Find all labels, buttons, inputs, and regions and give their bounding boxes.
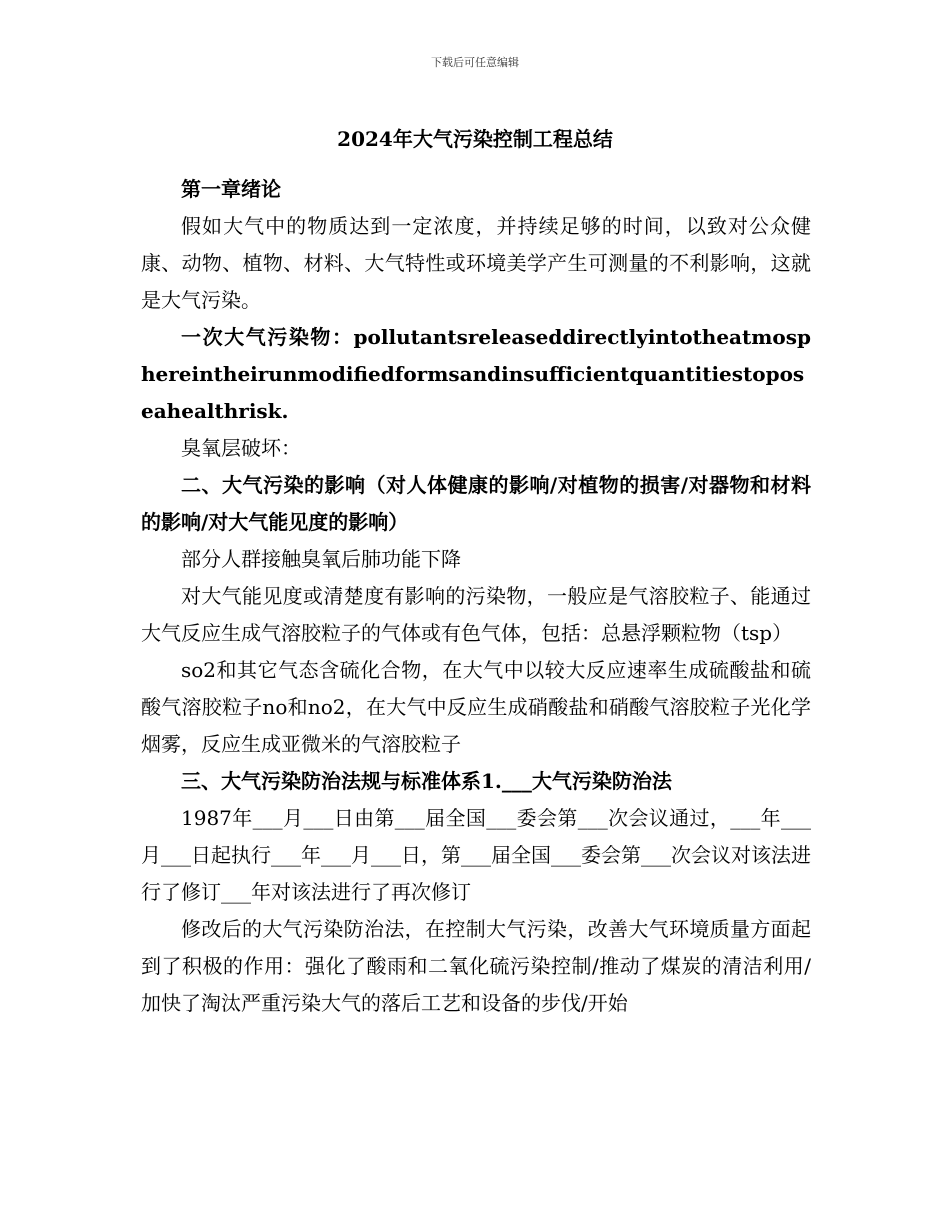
- paragraph-visibility: 对大气能见度或清楚度有影响的污染物，一般应是气溶胶粒子、能通过大气反应生成气溶胶粒子的气体或有色气体，包括：总悬浮颗粒物（tsp）: [141, 584, 811, 645]
- paragraph-definition: 假如大气中的物质达到一定浓度，并持续足够的时间，以致对公众健康、动物、植物、材料、大气特性或环境美学产生可测量的不利影响，这就是大气污染。: [141, 214, 811, 312]
- paragraph-law-effect: 修改后的大气污染防治法，在控制大气污染，改善大气环境质量方面起到了积极的作用：强化了酸雨和二氧化硫污染控制/推动了煤炭的清洁利用/加快了淘汰严重污染大气的落后工艺和设备的步伐/开始: [141, 917, 811, 1015]
- paragraph-ozone: 臭氧层破坏：: [181, 436, 301, 460]
- chapter-heading: 第一章绪论: [181, 177, 281, 201]
- paragraph-law-history: 1987年___月___日由第___届全国___委会第___次会议通过，___年___月___日起执行___年___月___日，第___届全国___委会第___次会议对该法进行了修订___年对该法进行了再次修订: [141, 806, 811, 904]
- paragraph-lung-function: 部分人群接触臭氧后肺功能下降: [181, 547, 461, 571]
- paragraph-sulfur: so2和其它气态含硫化合物，在大气中以较大反应速率生成硫酸盐和硫酸气溶胶粒子no和no2，在大气中反应生成硝酸盐和硝酸气溶胶粒子光化学烟雾，反应生成亚微米的气溶胶粒子: [141, 658, 811, 756]
- document-title: 2024年大气污染控制工程总结: [337, 127, 613, 151]
- section-heading-effects: 二、大气污染的影响（对人体健康的影响/对植物的损害/对器物和材料的影响/对大气能见度的影响）: [141, 473, 811, 534]
- paragraph-primary-pollutant: 一次大气污染物：pollutantsreleaseddirectlyintotheatmosphereintheirunmodifiedformsandinsufficientquantitiestoposeahealthrisk.: [141, 325, 811, 423]
- header-note: 下载后可任意编辑: [431, 56, 519, 69]
- section-heading-regulations: 三、大气污染防治法规与标准体系1.___大气污染防治法: [181, 769, 672, 793]
- document-body: [141, 171, 811, 1022]
